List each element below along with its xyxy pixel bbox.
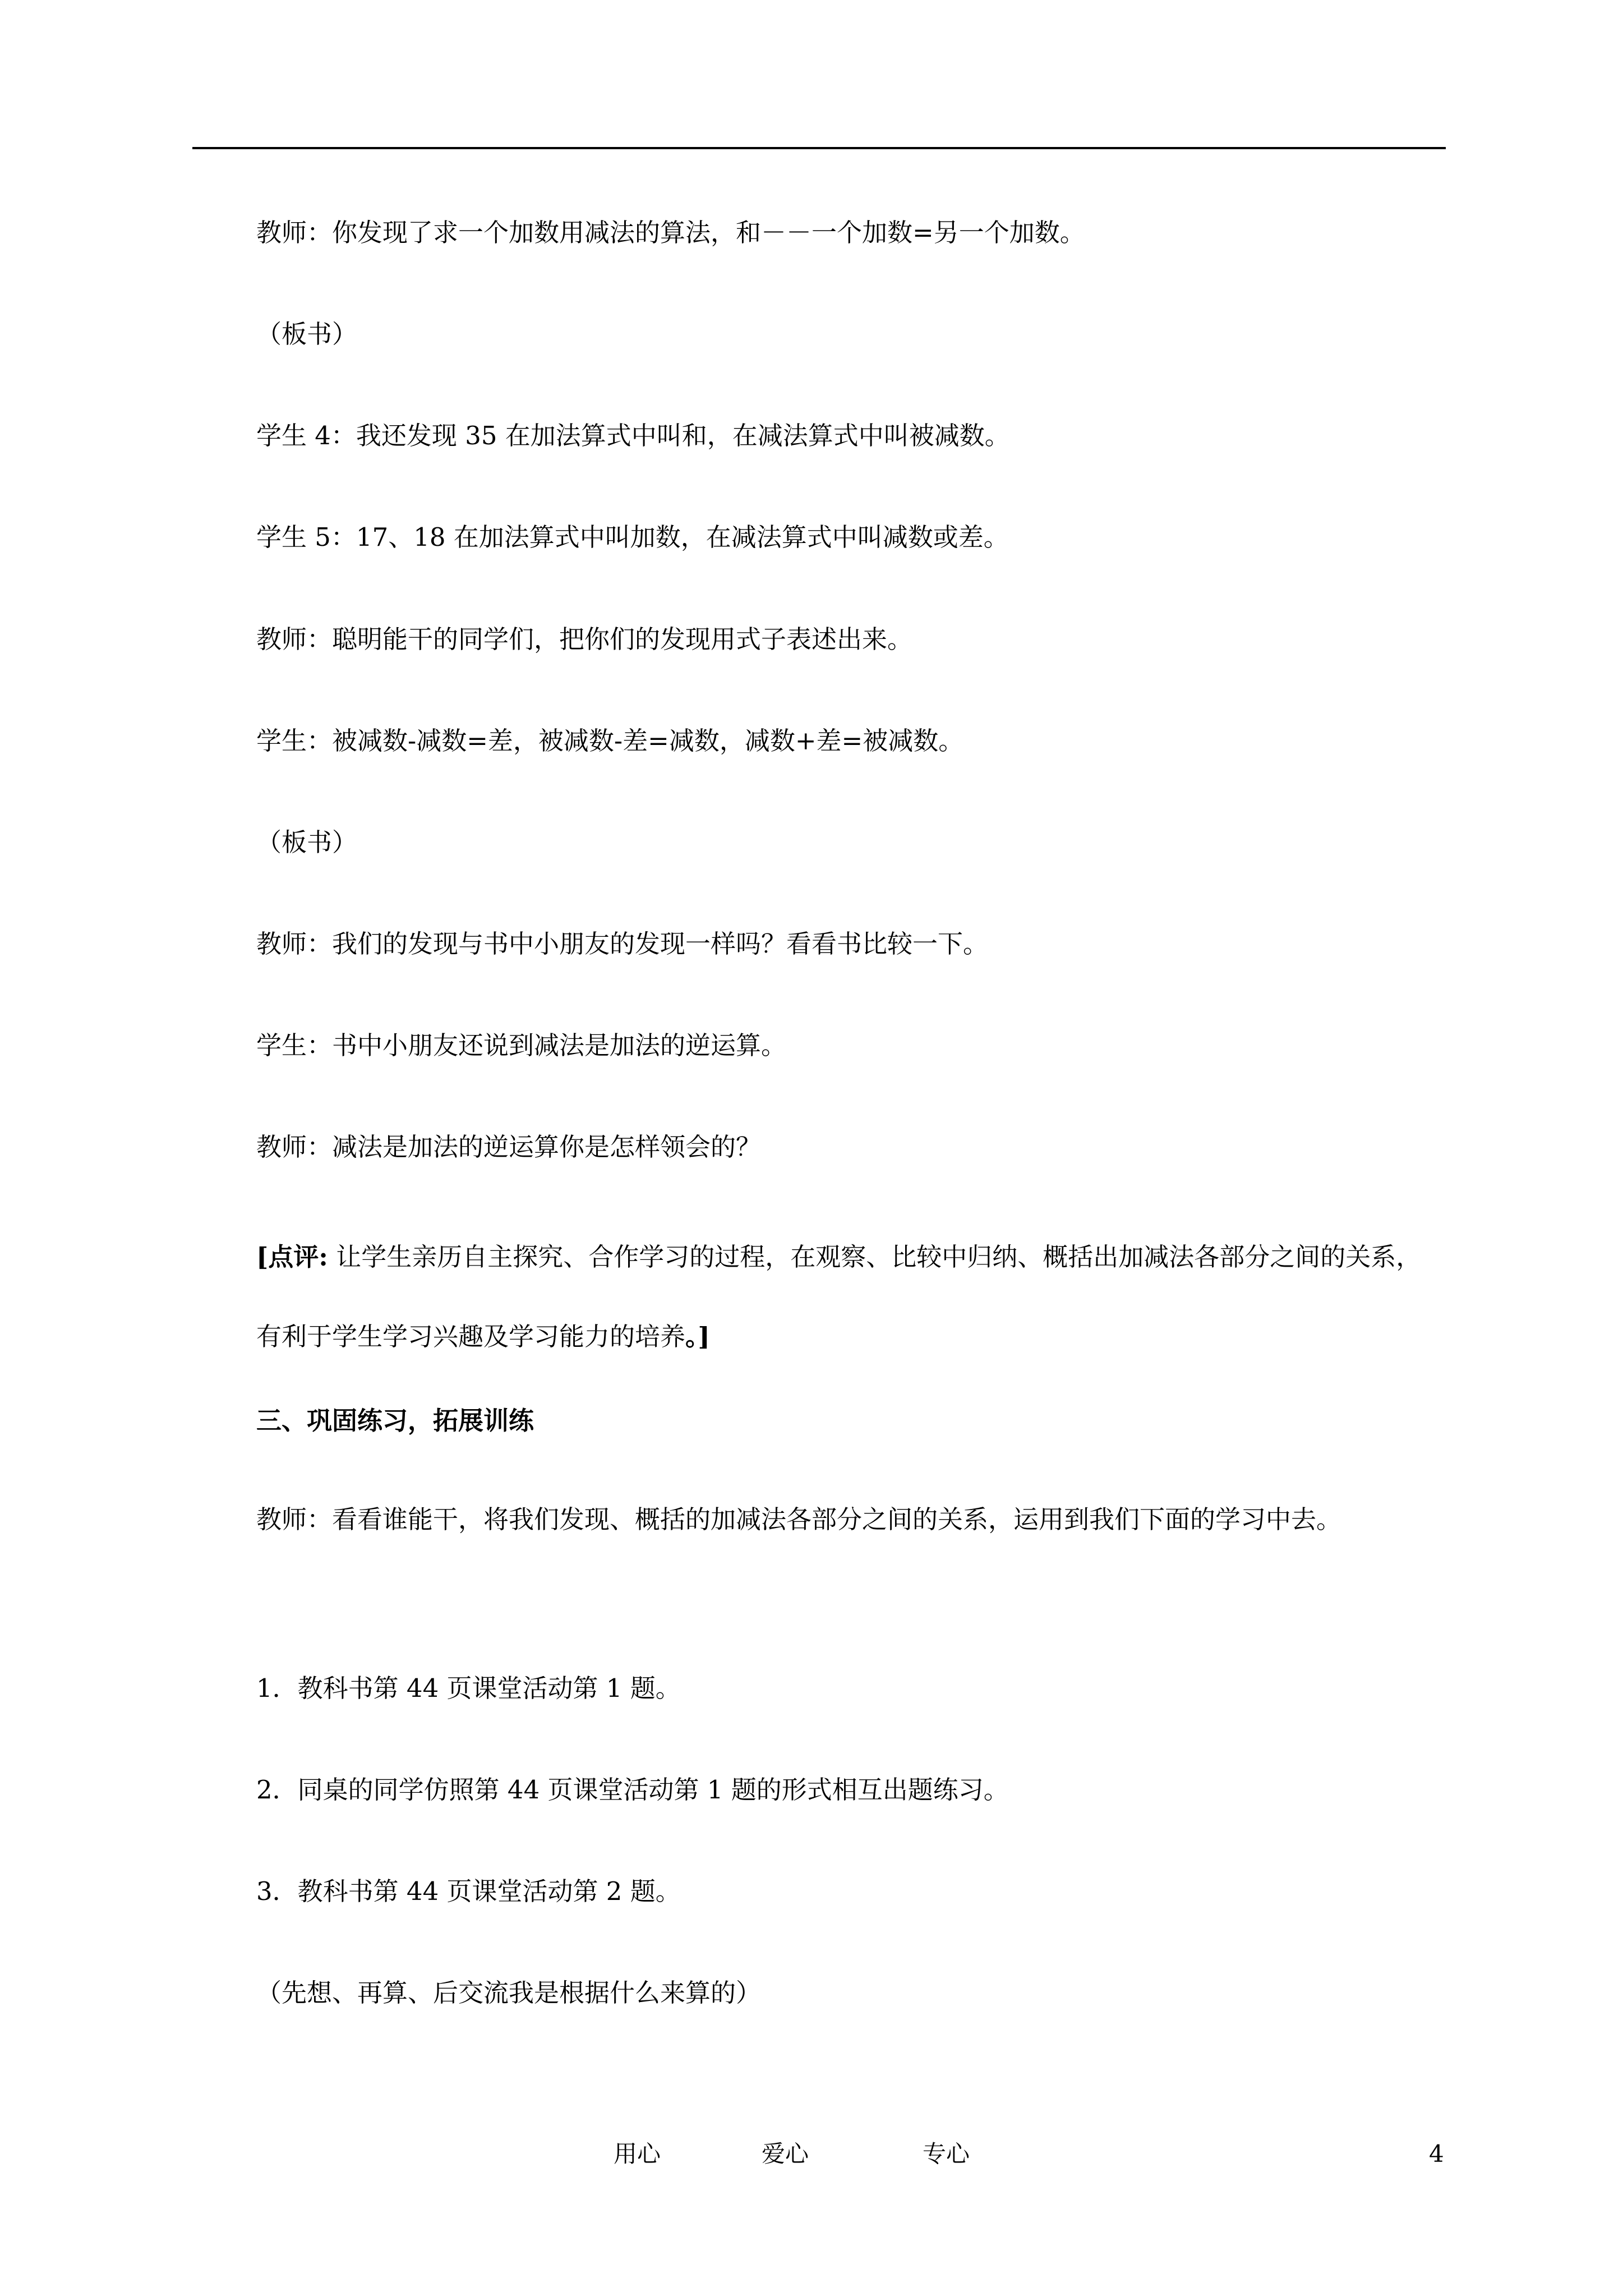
student-line-book: 学生：书中小朋友还说到减法是加法的逆运算。: [256, 1030, 787, 1060]
footer-motto-2: 爱心: [762, 2140, 809, 2168]
comment-close: 。]: [685, 1322, 710, 1351]
teacher-line-1: 教师：你发现了求一个加数用减法的算法，和－－一个加数=另一个加数。: [256, 218, 1085, 247]
comment-paragraph: [256, 1217, 1446, 1377]
exercise-item-3: 3．教科书第 44 页课堂活动第 2 题。: [256, 1876, 681, 1906]
comment-open-bracket: [: [256, 1242, 269, 1272]
teacher-intro-paragraph: 教师：看看谁能干，将我们发现、概括的加减法各部分之间的关系，运用到我们下面的学习中去。: [256, 1504, 1342, 1534]
closing-note: （先想、再算、后交流我是根据什么来算的）: [256, 1978, 762, 2008]
comment-text: 让学生亲历自主探究、合作学习的过程，在观察、比较中归纳、概括出加减法各部分之间的关系，有利于学生学习兴趣及学习能力的培养: [256, 1242, 1422, 1351]
header-rule: [192, 147, 1446, 149]
footer-motto-1: 用心: [614, 2140, 661, 2168]
exercise-item-1: 1．教科书第 44 页课堂活动第 1 题。: [256, 1673, 681, 1703]
exercise-item-2: 2．同桌的同学仿照第 44 页课堂活动第 1 题的形式相互出题练习。: [256, 1775, 1009, 1805]
footer-motto-3: 专心: [923, 2140, 970, 2168]
student-formula-line: 学生：被减数-减数=差，被减数-差=减数，减数+差=被减数。: [256, 726, 964, 756]
teacher-line-4: 教师：减法是加法的逆运算你是怎样领会的？: [256, 1132, 762, 1162]
teacher-line-2: 教师：聪明能干的同学们，把你们的发现用式子表述出来。: [256, 624, 913, 654]
board-note-2: （板书）: [256, 827, 358, 857]
comment-label: 点评:: [268, 1242, 328, 1272]
board-note-1: （板书）: [256, 319, 358, 349]
page-number: 4: [1429, 2140, 1444, 2168]
section-heading: 三、巩固练习，拓展训练: [256, 1406, 534, 1435]
teacher-line-3: 教师：我们的发现与书中小朋友的发现一样吗？看看书比较一下。: [256, 929, 989, 959]
student-4-line: 学生 4：我还发现 35 在加法算式中叫和，在减法算式中叫被减数。: [256, 421, 1010, 450]
student-5-line: 学生 5：17、18 在加法算式中叫加数，在减法算式中叫减数或差。: [256, 522, 1009, 552]
